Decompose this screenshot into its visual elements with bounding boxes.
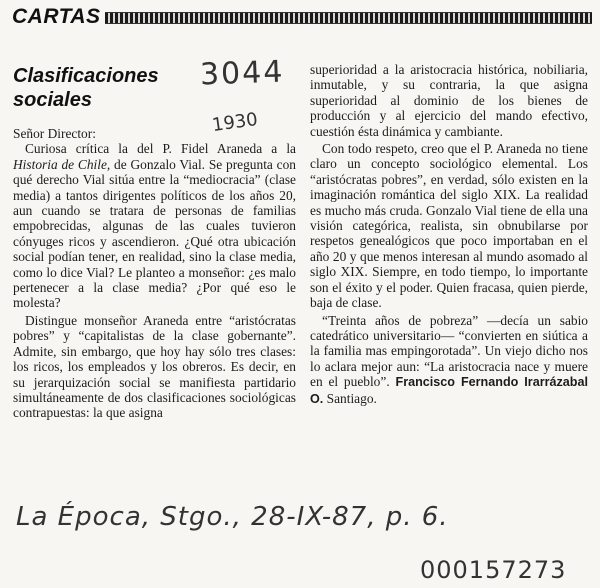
article-title: Clasificaciones sociales [13,65,159,111]
article-column-right [310,62,588,407]
salutation: Señor Director: [13,126,96,141]
signature-place: Santiago. [326,390,377,406]
paragraph [13,141,296,310]
signature-name: Francisco Fernando Irarrázabal O. [310,375,589,406]
handwritten-source-reference: La Época, Stgo., 28-IX-87, p. 6. [16,502,449,532]
header-rule [105,12,592,24]
book-title: Historia de Chile [13,156,107,172]
paragraph-text: Curiosa crítica la del P. Fidel Araneda a la [25,141,296,157]
section-header [12,6,592,28]
handwritten-catalog-code: 000157273 [420,556,567,584]
paragraph [310,313,588,407]
paragraph-text: , de Gonzalo Vial. Se pregunta con qué derecho Vial sitúa entre la “mediocracia” (clase media) a tantos dirigentes políticos de los años 20, aun cuando se tratara de personas de familias empobrecidas, algunas de las cuales tuvieron cónyuges ricos y ascendieron. ¿Qué otra ubicación social podían tener, en realidad, sino la clase media, como lo dice Vial? Le planteo a monseñor: ¿es malo pertenecer a la clase media? ¿Por qué eso le molesta? [13,156,296,311]
paragraph: Con todo respeto, creo que el P. Araneda no tiene claro un concepto sociológico elemental. Los “aristócratas pobres”, en verdad, sólo existen en la imaginación romántica del siglo XIX. La realidad es mucho más cruda. Gonzalo Vial tiene de ella una visión categórica, realista, sin obnubilarse por respetos genealógicos que poco importaban en el año 20 y que menos interesan al mundo asomado al siglo XIX. Siempre, en todo tiempo, lo importante son el éxito y el poder. Quien fracasa, quien pierde, baja de clase. [310,141,588,311]
paragraph: superioridad a la aristocracia histórica, nobiliaria, inmutable, y su contraria, la que asigna superioridad al dominio de los bienes de producción y al ejercicio del mando efectivo, cuestión ésta dinámica y cambiante. [310,62,588,139]
section-label: CARTAS [12,5,101,28]
article-column-left [13,126,296,421]
paragraph-text: “Treinta años de pobreza” —decía un sabio catedrático universitario— “convierten en siútica a la familia mas empingorotada”. Un viejo dicho nos lo aclara mejor aun: “La aristocracia nace y muere en el pueblo”. [310,312,588,390]
handwritten-archive-number: 3044 [199,54,285,93]
paragraph: Distingue monseñor Araneda entre “aristócratas pobres” y “capitalistas de la clase gobernante”. Admite, sin embargo, que hoy hay sólo tres clases: los ricos, los empleados y los obreros. Es decir, en su jerarquización social se manifiesta partidario simultáneamente de dos clasificaciones sociológicas contrapuestas: la que asigna [13,312,296,421]
handwritten-year: 1930 [210,108,260,137]
